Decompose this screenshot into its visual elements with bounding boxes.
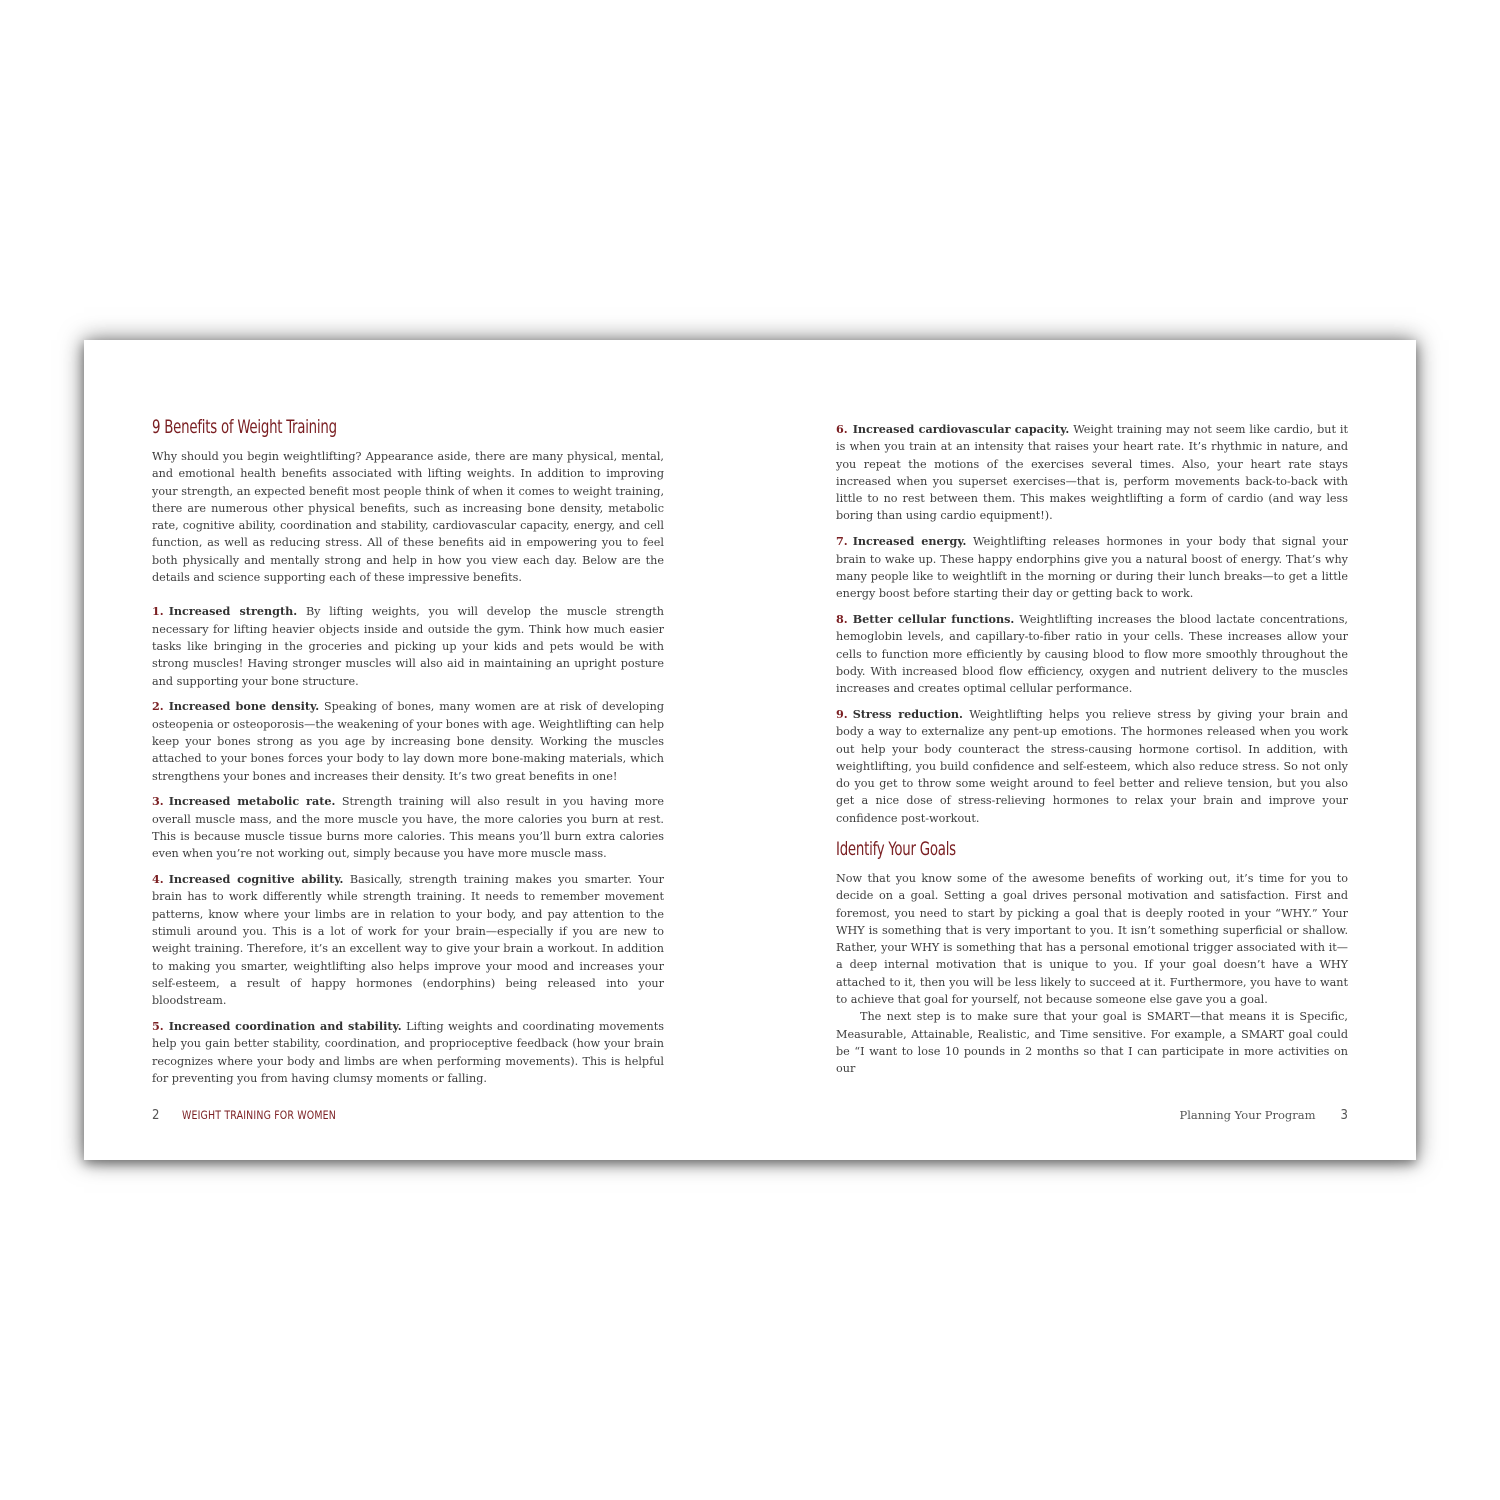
benefit-item-1 — [152, 603, 664, 689]
item-title: Increased cognitive ability. — [168, 872, 344, 887]
item-title: Increased strength. — [168, 604, 298, 619]
item-text: By lifting weights, you will develop the muscle strength necessary for lifting heavier objects inside and outside the gym. Think how much easier tasks like bringing in the groceries and picking up your kids and pets would be with strong muscles! Having stronger muscles will also aid in maintaining an upright posture and supporting your bone structure. — [152, 605, 664, 688]
right-page — [750, 340, 1416, 1160]
benefit-item-4 — [152, 871, 664, 1009]
item-text: Weightlifting releases hormones in your body that signal your brain to wake up. These happy endorphins give you a natural boost of energy. That’s why many people like to weightlift in the morning or during their lunch breaks—to get a little energy boost before starting their day or getting back to work. — [836, 535, 1348, 601]
page-number-right: 3 — [1340, 1108, 1348, 1123]
item-number: 2. — [152, 699, 164, 714]
item-number: 7. — [836, 534, 848, 549]
benefit-item-7 — [836, 533, 1348, 602]
page-number-left: 2 — [152, 1108, 160, 1123]
item-text: Weightlifting increases the blood lactate concentrations, hemoglobin levels, and capillary-to-fiber ratio in your cells. These increases allow your cells to function more efficiently by causing blood to flow more smoothly throughout the body. With increased blood flow efficiency, oxygen and nutrient delivery to the muscles increases and creates optimal cellular performance. — [836, 612, 1348, 696]
section-heading-benefits: 9 Benefits of Weight Training — [152, 416, 337, 438]
item-number: 4. — [152, 872, 164, 887]
benefit-item-2 — [152, 698, 664, 784]
item-title: Increased metabolic rate. — [168, 794, 336, 809]
left-page — [84, 340, 750, 1160]
book-spread — [84, 340, 1416, 1160]
goals-text-column — [836, 870, 1348, 1078]
left-text-column — [152, 448, 664, 1096]
item-title: Increased energy. — [852, 534, 967, 549]
item-number: 1. — [152, 604, 164, 619]
item-text: Strength training will also result in you having more overall muscle mass, and the more muscle you have, the more calories you burn at rest. This is because muscle tissue burns more calories. This means you’ll burn extra calories even when you’re not working out, simply because you have more muscle mass. — [152, 795, 664, 861]
intro-paragraph: Why should you begin weightlifting? Appearance aside, there are many physical, mental, and emotional health benefits associated with lifting weights. In addition to improving your strength, an expected benefit most people think of when it comes to weight training, there are numerous other physical benefits, such as increasing bone density, metabolic rate, cognitive ability, coordination and stability, cardiovascular capacity, energy, and cell function, as well as reducing stress. All of these benefits aid in empowering you to feel both physically and mentally strong and help in how you view each day. Below are the details and science supporting each of these impressive benefits. — [152, 450, 664, 585]
item-text: Lifting weights and coordinating movements help you gain better stability, coordination, and proprioceptive feedback (how your brain recognizes where your body and limbs are when performing movements). This is helpful for preventing you from having clumsy moments or falling. — [152, 1019, 664, 1085]
item-text: Weightlifting helps you relieve stress by giving your brain and body a way to externalize any pent-up emotions. The hormones released when you work out help your body counteract the stress-causing hormone cortisol. In addition, with weightlifting, you build confidence and self-esteem, which also reduce stress. So not only do you get to throw some weight around to feel better and relieve tension, but you also get a nice dose of stress-relieving hormones to relax your brain and improve your confidence post-workout. — [836, 707, 1348, 825]
item-text: Speaking of bones, many women are at risk of developing osteopenia or osteoporosis—the weakening of your bones with age. Weightlifting can help keep your bones strong as you age by increasing bone density. Working the muscles attached to your bones forces your body to lay down more bone-making materials, which strengthens your bones and increases their density. It’s two great benefits in one! — [152, 700, 664, 783]
item-title: Stress reduction. — [852, 706, 963, 721]
benefit-item-6 — [836, 421, 1348, 525]
item-number: 9. — [836, 706, 848, 721]
section-heading-goals: Identify Your Goals — [836, 838, 956, 860]
item-text: Basically, strength training makes you smarter. Your brain has to work differently while strength training. It needs to remember movement patterns, know where your limbs are in relation to your body, and pay attention to the stimuli around you. This is a lot of work for your brain—especially if you are new to weight training. Therefore, it’s an excellent way to give your brain a workout. In addition to making you smarter, weightlifting also helps improve your mood and increases your self-esteem, a result of happy hormones (endorphins) being released into your bloodstream. — [152, 873, 665, 1008]
item-number: 8. — [836, 611, 848, 626]
goals-paragraph-2: The next step is to make sure that your goal is SMART—that means it is Specific, Measurable, Attainable, Realistic, and Time sensitive. For example, a SMART goal could be “I want to lose 10 pounds in 2 months so that I can participate in more activities on our — [836, 1010, 1348, 1076]
item-number: 3. — [152, 794, 164, 809]
item-number: 5. — [152, 1018, 164, 1033]
item-title: Increased bone density. — [168, 699, 320, 714]
left-footer — [152, 1108, 370, 1123]
running-head-left: WEIGHT TRAINING FOR WOMEN — [182, 1108, 337, 1122]
benefit-item-5 — [152, 1018, 664, 1087]
item-title: Increased coordination and stability. — [168, 1018, 402, 1033]
item-number: 6. — [836, 422, 848, 436]
running-head-right: Planning Your Program — [1179, 1108, 1316, 1122]
benefit-item-9 — [836, 706, 1348, 827]
item-title: Increased cardiovascular capacity. — [852, 422, 1070, 436]
benefit-item-8 — [836, 611, 1348, 697]
right-footer — [1180, 1108, 1349, 1123]
goals-paragraph-1: Now that you know some of the awesome benefits of working out, it’s time for you to decide on a goal. Setting a goal drives personal motivation and satisfaction. First and foremost, you need to start by picking a goal that is deeply rooted in your “WHY.” Your WHY is something that is very important to you. It isn’t something superficial or shallow. Rather, your WHY is something that has a personal emotional trigger associated with it—a deep internal motivation that is unique to you. If your goal doesn’t have a WHY attached to it, then you will be less likely to succeed at it. Furthermore, you have to want to achieve that goal for yourself, not because someone else gave you a goal. — [836, 872, 1348, 1007]
benefit-item-3 — [152, 793, 664, 862]
item-text: Weight training may not seem like cardio, but it is when you train at an intensity that raises your heart rate. It’s rhythmic in nature, and you repeat the motions of the exercises several times. Also, your heart rate stays increased when you superset exercises—that is, perform movements back-to-back with little to no rest between them. This makes weightlifting a form of cardio (and way less boring than using cardio equipment!). — [836, 423, 1348, 523]
item-title: Better cellular functions. — [852, 611, 1015, 626]
right-text-column — [836, 421, 1348, 836]
